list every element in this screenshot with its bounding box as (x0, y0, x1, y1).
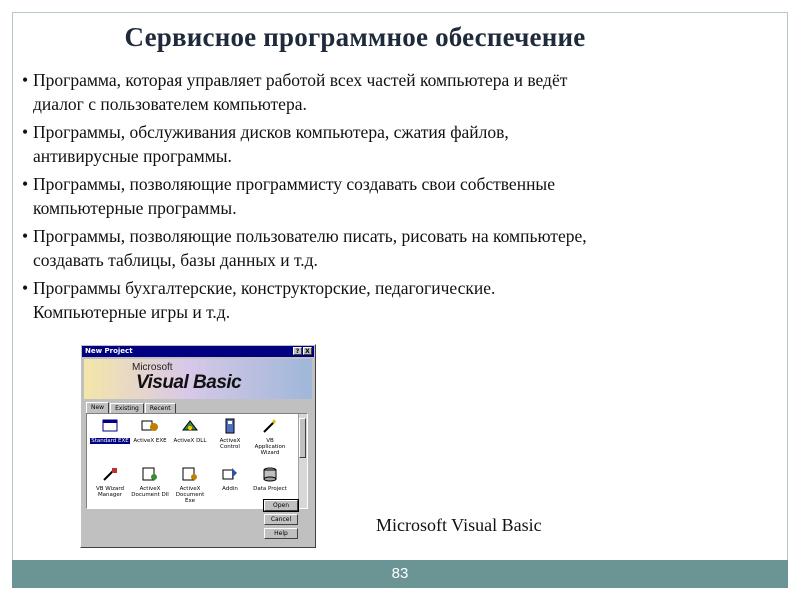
activex-control-icon (221, 418, 239, 438)
vb-new-project-dialog (80, 344, 316, 548)
project-type-item[interactable] (90, 418, 130, 462)
image-caption: Microsoft Visual Basic (376, 515, 542, 535)
banner-microsoft: Microsoft (132, 362, 173, 373)
bullet-text-line1: Программы, обслуживания дисков компьютера, сжатия файлов, (33, 122, 509, 142)
project-type-label: ActiveX DLL (173, 438, 207, 444)
scrollbar-thumb[interactable] (299, 418, 306, 458)
project-type-item[interactable] (130, 418, 170, 462)
bullet-marker: • (22, 278, 29, 298)
project-type-label: ActiveX Document Dll (131, 486, 169, 498)
wizard-icon (261, 418, 279, 438)
document-dll-icon (141, 466, 159, 486)
bullet-text-line1: Программы бухгалтерские, конструкторские, педагогические. (33, 278, 496, 298)
project-type-label: ActiveX EXE (133, 438, 167, 444)
bullet-text-line1: Программа, которая управляет работой всех частей компьютера и ведёт (33, 70, 568, 90)
bullet-marker: • (22, 174, 29, 194)
tab-recent[interactable]: Recent (145, 403, 176, 413)
bullet-text-line2: Компьютерные игры и т.д. (33, 302, 231, 322)
dialog-titlebar (82, 346, 314, 357)
project-type-item[interactable] (130, 466, 170, 509)
panel-scrollbar[interactable] (298, 414, 307, 508)
bullet-item (22, 276, 762, 324)
project-type-item[interactable] (210, 466, 250, 509)
bullet-text-line2: диалог с пользователем компьютера. (33, 94, 307, 114)
bullet-marker: • (22, 122, 29, 142)
bullet-text-line2: компьютерные программы. (33, 198, 237, 218)
project-type-label: Addin (222, 486, 238, 492)
slide-title: Сервисное программное обеспечение (124, 22, 586, 52)
dialog-tabs (86, 403, 177, 413)
tab-new[interactable]: New (86, 402, 109, 413)
bullet-marker: • (22, 226, 29, 246)
dialog-buttons (264, 500, 298, 539)
standard-exe-icon (101, 418, 119, 438)
project-type-label: VB Application Wizard (254, 438, 286, 456)
dialog-title: New Project (85, 347, 133, 355)
project-type-item[interactable] (170, 466, 210, 509)
bullet-list (22, 68, 762, 328)
bullet-text-line1: Программы, позволяющие пользователю писать, рисовать на компьютере, (33, 226, 587, 246)
document-exe-icon (181, 466, 199, 486)
project-type-item[interactable] (250, 418, 290, 462)
project-type-label: ActiveX Document Exe (175, 486, 205, 504)
activex-dll-icon (181, 418, 199, 438)
help-button[interactable]: Help (264, 528, 298, 539)
bullet-marker: • (22, 70, 29, 90)
bullet-item (22, 224, 762, 272)
project-type-item[interactable] (90, 466, 130, 509)
wizard-manager-icon (101, 466, 119, 486)
project-type-label: Standard EXE (91, 438, 129, 444)
project-type-panel (86, 413, 308, 509)
bullet-text-line1: Программы, позволяющие программисту создавать свои собственные (33, 174, 555, 194)
bullet-item (22, 172, 762, 220)
vb-banner (84, 359, 312, 399)
banner-visual-basic: Visual Basic (136, 372, 242, 393)
help-title-button[interactable]: ? (293, 347, 302, 355)
data-project-icon (261, 466, 279, 486)
open-button[interactable]: Open (264, 500, 298, 511)
project-type-label: VB Wizard Manager (95, 486, 125, 498)
project-type-grid (90, 418, 295, 509)
bullet-item (22, 120, 762, 168)
footer-bar (12, 560, 788, 588)
project-type-item[interactable] (170, 418, 210, 462)
close-title-button[interactable]: X (303, 347, 312, 355)
cancel-button[interactable]: Cancel (264, 514, 298, 525)
activex-exe-icon (141, 418, 159, 438)
bullet-text-line2: антивирусные программы. (33, 146, 232, 166)
page-number: 83 (391, 565, 409, 582)
project-type-item[interactable] (210, 418, 250, 462)
addin-icon (221, 466, 239, 486)
bullet-item (22, 68, 762, 116)
bullet-text-line2: создавать таблицы, базы данных и т.д. (33, 250, 318, 270)
tab-existing[interactable]: Existing (110, 403, 144, 413)
project-type-label: Data Project (253, 486, 287, 492)
project-type-label: ActiveX Control (219, 438, 241, 450)
